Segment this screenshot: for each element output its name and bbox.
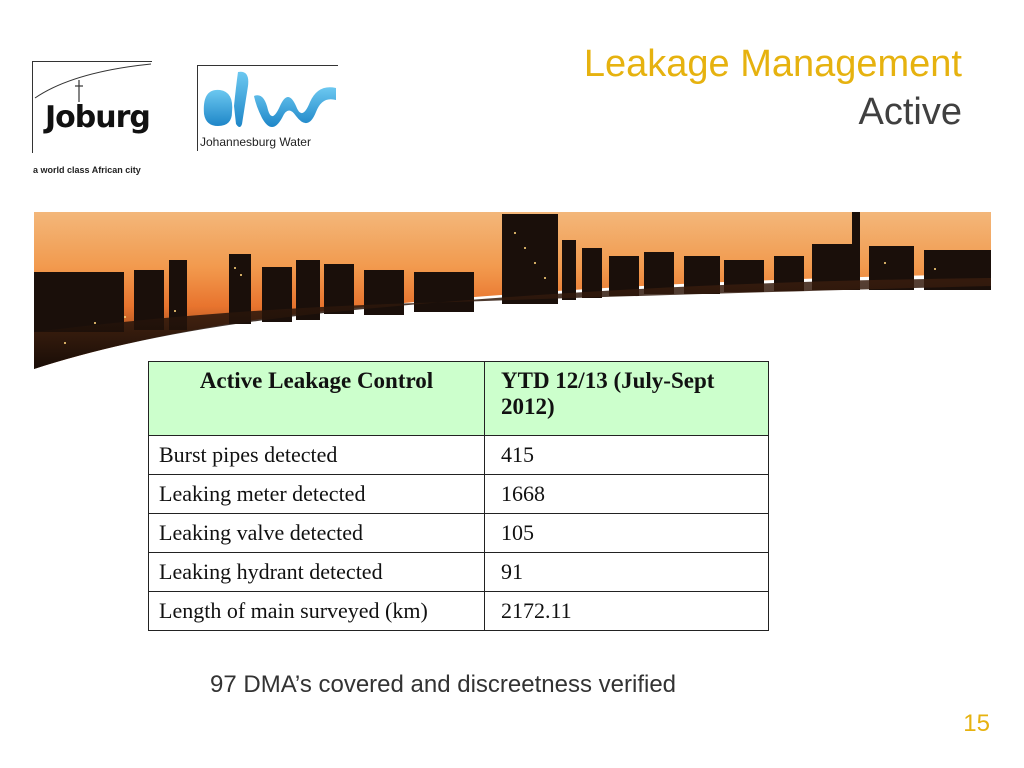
water-wave-logo-icon xyxy=(198,66,338,136)
johannesburg-water-name: Johannesburg Water xyxy=(200,135,311,149)
title-line-2: Active xyxy=(858,91,962,133)
row-label: Burst pipes detected xyxy=(149,436,485,475)
row-label: Leaking meter detected xyxy=(149,475,485,514)
joburg-logo xyxy=(32,61,152,153)
header-active-leakage-control: Active Leakage Control xyxy=(149,362,485,436)
joburg-wordmark: Joburg xyxy=(45,100,150,135)
row-value: 91 xyxy=(485,553,769,592)
row-value: 2172.11 xyxy=(485,592,769,631)
row-value: 1668 xyxy=(485,475,769,514)
table-row xyxy=(149,553,769,592)
row-label: Leaking valve detected xyxy=(149,514,485,553)
city-skyline-banner xyxy=(34,212,991,369)
row-value: 105 xyxy=(485,514,769,553)
table-row xyxy=(149,592,769,631)
row-label: Leaking hydrant detected xyxy=(149,553,485,592)
joburg-tagline: a world class African city xyxy=(33,165,141,175)
title-line-1: Leakage Management xyxy=(583,43,962,85)
active-leakage-table xyxy=(148,361,769,631)
table-row xyxy=(149,514,769,553)
row-label: Length of main surveyed (km) xyxy=(149,592,485,631)
header-ytd: YTD 12/13 (July-Sept 2012) xyxy=(485,362,769,436)
coverage-note: 97 DMA’s covered and discreetness verified xyxy=(210,671,677,698)
slide-title xyxy=(584,40,962,136)
page-number: 15 xyxy=(963,710,990,737)
joburg-swoosh-icon xyxy=(33,62,153,102)
johannesburg-water-logo xyxy=(197,65,338,151)
table-row xyxy=(149,436,769,475)
table-header-row xyxy=(149,362,769,436)
table-row xyxy=(149,475,769,514)
row-value: 415 xyxy=(485,436,769,475)
